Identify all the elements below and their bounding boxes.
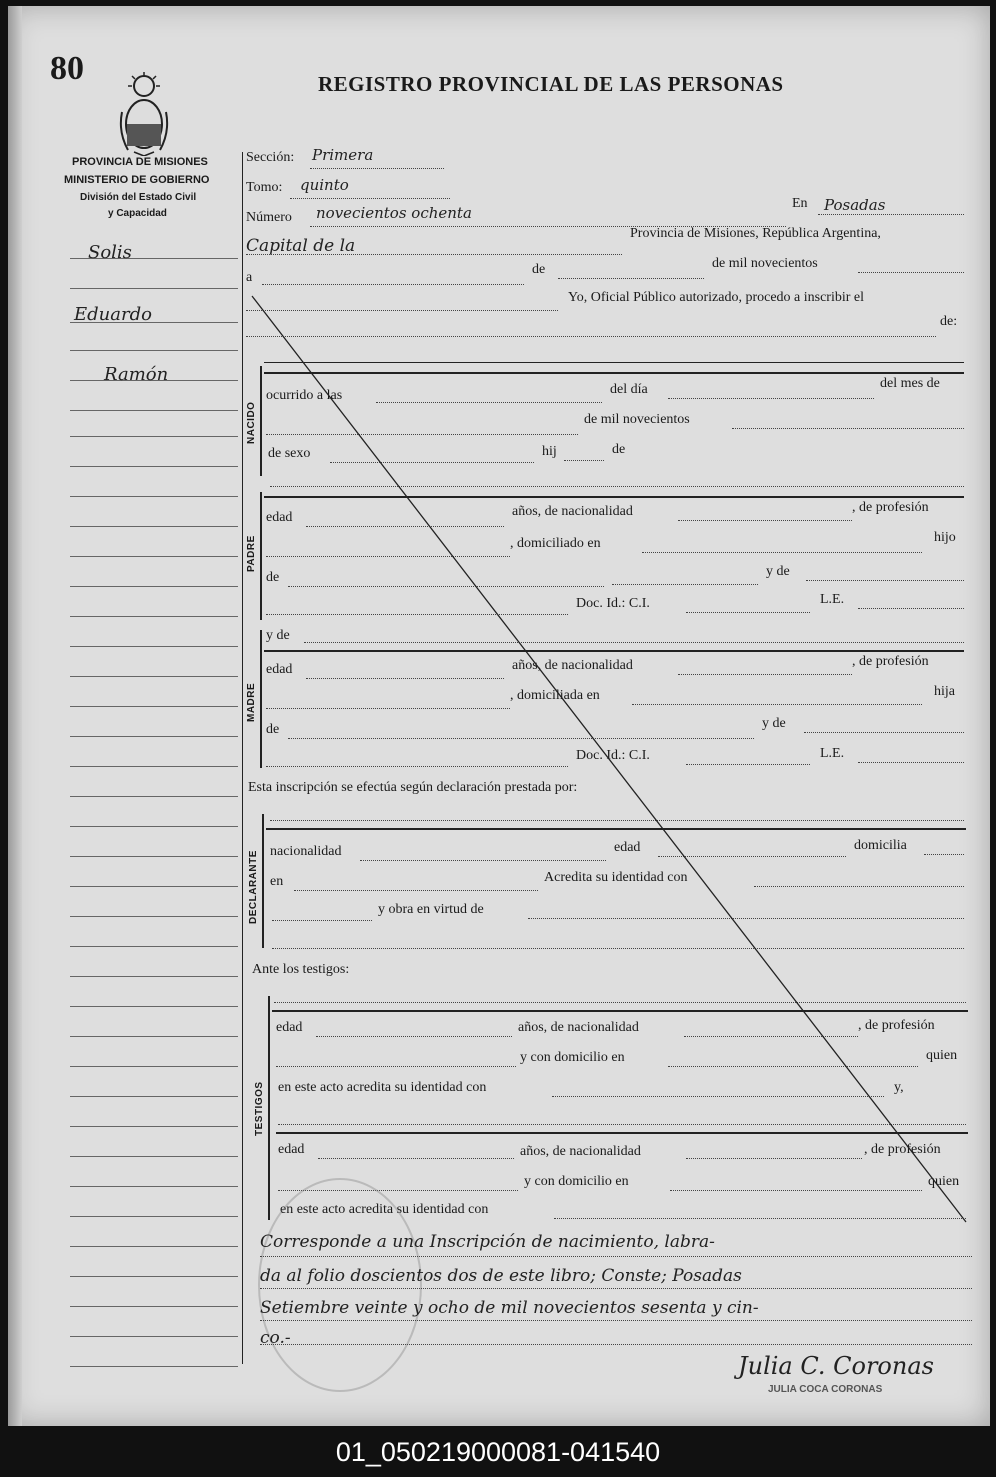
seccion-value: Primera <box>312 146 374 164</box>
testigo1-y-label: y, <box>894 1080 904 1095</box>
tomo-label: Tomo: <box>246 180 283 195</box>
declarante-nacionalidad-label: nacionalidad <box>270 844 342 859</box>
declarante-en-label: en <box>270 874 284 889</box>
madre-y-de-label: y de <box>762 716 786 731</box>
testigo2-edad-label: edad <box>278 1142 305 1157</box>
note-line4: co.- <box>260 1328 291 1348</box>
de-label-1: de <box>532 262 546 277</box>
declarante-edad-label: edad <box>614 840 641 855</box>
capital-value: Capital de la <box>246 236 356 256</box>
provincia-label: Provincia de Misiones, República Argentina, <box>630 226 881 241</box>
institution-line2: MINISTERIO DE GOBIERNO <box>64 174 210 186</box>
firstname-handwritten: Eduardo <box>74 304 152 325</box>
testigo1-quien-label: quien <box>926 1048 958 1063</box>
inscripcion-label: Esta inscripción se efectúa según declaración prestada por: <box>248 780 578 795</box>
en-label: En <box>792 196 808 211</box>
madre-hija-label: hija <box>934 684 955 699</box>
register-page <box>8 6 990 1426</box>
page-title: REGISTRO PROVINCIAL DE LAS PERSONAS <box>318 72 784 96</box>
padre-doc-label: Doc. Id.: C.I. <box>576 596 650 611</box>
numero-label: Número <box>246 210 292 225</box>
note-line1: Corresponde a una Inscripción de nacimiento, labra- <box>260 1232 715 1252</box>
madre-le-label: L.E. <box>820 746 845 761</box>
de-mil-label-2: de mil novecientos <box>584 412 690 427</box>
de-mil-label-1: de mil novecientos <box>712 256 818 271</box>
declarante-acredita-label: Acredita su identidad con <box>544 870 688 885</box>
testigos-intro-label: Ante los testigos: <box>252 962 350 977</box>
testigo1-edad-label: edad <box>276 1020 303 1035</box>
note-line3: Setiembre veinte y ocho de mil novecientos sesenta y cin- <box>260 1298 759 1318</box>
de-sexo-label: de sexo <box>268 446 311 461</box>
tomo-value: quinto <box>300 176 349 194</box>
declarante-domicilia-label: domicilia <box>854 838 907 853</box>
institution-line1: PROVINCIA DE MISIONES <box>72 156 208 168</box>
en-value: Posadas <box>824 196 886 214</box>
padre-hijo-label: hijo <box>934 530 956 545</box>
cancellation-diagonal-line <box>8 6 990 1426</box>
ocurrido-label: ocurrido a las <box>266 388 343 403</box>
padre-profesion-label: , de profesión <box>852 500 929 515</box>
madre-profesion-label: , de profesión <box>852 654 929 669</box>
padre-y-de-label: y de <box>766 564 790 579</box>
hij-label: hij <box>542 444 557 459</box>
madre-section-label: MADRE <box>246 682 257 722</box>
testigo1-acredita-label: en este acto acredita su identidad con <box>278 1080 487 1095</box>
seccion-label: Sección: <box>246 150 295 165</box>
testigo1-domicilio-label: y con domicilio en <box>520 1050 625 1065</box>
secondname-handwritten: Ramón <box>104 364 169 385</box>
surname-handwritten: Solis <box>88 242 132 263</box>
madre-nacionalidad-label: años, de nacionalidad <box>512 658 633 673</box>
numero-value: novecientos ochenta <box>316 204 472 222</box>
institution-line4: y Capacidad <box>108 208 167 219</box>
padre-le-label: L.E. <box>820 592 845 607</box>
testigo1-profesion-label: , de profesión <box>858 1018 935 1033</box>
testigo2-nacionalidad-label: años, de nacionalidad <box>520 1144 641 1159</box>
del-mes-label: del mes de <box>880 376 940 391</box>
testigo2-acredita-label: en este acto acredita su identidad con <box>280 1202 489 1217</box>
declarante-virtud-label: y obra en virtud de <box>378 902 484 917</box>
de-colon-label: de: <box>940 314 958 329</box>
madre-domicilio-label: , domiciliada en <box>510 688 600 703</box>
madre-de-label: de <box>266 722 280 737</box>
del-dia-label: del día <box>610 382 648 397</box>
padre-nacionalidad-label: años, de nacionalidad <box>512 504 633 519</box>
madre-y-de-top-label: y de <box>266 628 290 643</box>
institution-line3: División del Estado Civil <box>80 192 197 203</box>
testigo1-nacionalidad-label: años, de nacionalidad <box>518 1020 639 1035</box>
declarante-section-label: DECLARANTE <box>248 850 259 924</box>
note-line2: da al folio doscientos dos de este libro; Conste; Posadas <box>260 1266 742 1286</box>
padre-section-label: PADRE <box>246 535 257 572</box>
madre-doc-label: Doc. Id.: C.I. <box>576 748 650 763</box>
padre-domicilio-label: , domiciliado en <box>510 536 601 551</box>
page-number: 80 <box>50 50 84 87</box>
padre-edad-label: edad <box>266 510 293 525</box>
padre-de-label: de <box>266 570 280 585</box>
testigos-section-label: TESTIGOS <box>254 1081 265 1136</box>
signature-stamp: JULIA COCA CORONAS <box>768 1384 883 1395</box>
testigo2-quien-label: quien <box>928 1174 960 1189</box>
a-label: a <box>246 270 253 285</box>
signature: Julia C. Coronas <box>738 1352 934 1380</box>
madre-edad-label: edad <box>266 662 293 677</box>
testigo2-profesion-label: , de profesión <box>864 1142 941 1157</box>
yo-oficial-label: Yo, Oficial Público autorizado, procedo a inscribir el <box>568 290 865 305</box>
nacido-section-label: NACIDO <box>246 401 257 444</box>
testigo2-domicilio-label: y con domicilio en <box>524 1174 629 1189</box>
scan-id-footer: 01_050219000081-041540 <box>0 1428 996 1477</box>
de-label-2: de <box>612 442 626 457</box>
